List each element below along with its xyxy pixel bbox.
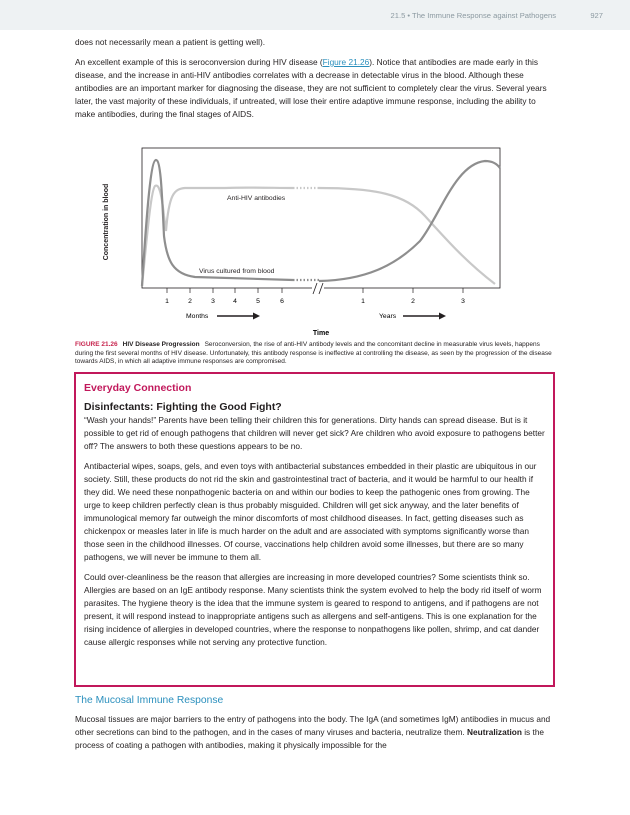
mucosal-text-after: is the process of coating a pathogen with antibodies, making it physically impossible for the xyxy=(75,727,545,750)
years-arrow-head xyxy=(439,313,446,320)
neutralization-term: Neutralization xyxy=(467,727,522,737)
intro-text-after: ). Notice that antibodies are made early in this disease, and the increase in anti-HIV antibodies correlates with a decrease in detectable virus in the blood. Although these antibodies are an important marker for diagnosing the disease, they are not sufficient to completely clear the virus. Several years later, the vast majority of these individuals, if untreated, will lose their entire adaptive immune response, including the ability to make antibodies, during the final stages of AIDS. xyxy=(75,57,547,119)
hiv-progression-graph xyxy=(75,146,555,340)
year-tick-label: 2 xyxy=(411,298,415,305)
caption-text: Seroconversion, the rise of anti-HIV antibody levels and the concomitant decline in measurable virus levels, happens during the first several months of HIV disease. Unfortunately, this antibody response is ineffective at controlling the disease, as seen by the progression of the disease towards AIDS, in which all adaptive immune responses are compromised. xyxy=(75,341,552,366)
intro-text xyxy=(75,36,555,121)
year-tick-label: 3 xyxy=(461,298,465,305)
month-tick-label: 2 xyxy=(188,298,192,305)
time-axis-label: Time xyxy=(312,330,330,337)
box-paragraph-3: Could over-cleanliness be the reason that allergies are increasing in more developed countries? Some scientists think so. Allergies are based on an IgE antibody response. Many scientists think the system evolved to help the body rid itself of worm parasites. The hygiene theory is the idea that the immune system is geared to respond to antigens, and if pathogens are not present, it will respond instead to inappropriate antigens such as allergens and self-antigens. This is one explanation for the rising incidence of allergies in developed countries, where the response to nonpathogens like pollen, shrimp, and cat dander cause allergic responses while not serving any protective function. xyxy=(84,572,542,647)
years-label: Years xyxy=(379,313,397,320)
running-head: 21.5 • The Immune Response against Pathogens xyxy=(390,11,556,20)
virus-label: Virus cultured from blood xyxy=(199,268,275,275)
mucosal-text-before: Mucosal tissues are major barriers to the entry of pathogens into the body. The IgA (and sometimes IgM) antibodies in mucus and other secretions can bind to the pathogen, and in the cases of many viruses and bacteria, neutralize them. xyxy=(75,714,551,737)
antibody-curve-late xyxy=(319,188,495,284)
box-paragraph-2: Antibacterial wipes, soaps, gels, and even toys with antibacterial substances embedded in their plastic are ubiquitous in our society. Still, these products do not rid the skin and gastrointestinal tract of bacteria, and it would be harmful to our health if they did. We need these nonpathogenic bacteria on and within our bodies to keep the pathogenic ones from growing. The urge to keep children perfectly clean is thus probably misguided. Children will get sick anyway, and the later benefits of immunological memory far outweigh the minor discomforts of most childhood diseases. In fact, getting diseases such as chickenpox or measles later in life is much harder on the adult and are associated with symptoms significantly worse than those seen in the childhood illnesses. Of course, vaccinations help children avoid some illnesses, but there are so many pathogens, we will never be immune to them all. xyxy=(84,461,537,562)
antibody-label: Anti-HIV antibodies xyxy=(227,195,286,202)
hiv-figure xyxy=(75,146,555,340)
mucosal-text xyxy=(75,713,555,752)
month-tick-label: 6 xyxy=(280,298,284,305)
intro-line: does not necessarily mean a patient is getting well). xyxy=(75,37,266,47)
page-header xyxy=(0,0,630,30)
month-tick-label: 4 xyxy=(233,298,237,305)
box-paragraph-1: “Wash your hands!” Parents have been telling their children this for generations. Dirty hands can spread disease. But is it possible to get rid of enough pathogens that children will never get sick? Are children who avoid exposure to pathogens better off? The answers to both these questions appears to be no. xyxy=(84,415,545,451)
months-label: Months xyxy=(186,313,209,320)
month-tick-label: 5 xyxy=(256,298,260,305)
section-heading: The Mucosal Immune Response xyxy=(75,695,224,706)
figure-title: HIV Disease Progression xyxy=(122,341,200,348)
month-ticks xyxy=(165,288,284,305)
month-tick-label: 1 xyxy=(165,298,169,305)
figure-caption xyxy=(75,341,555,367)
month-tick-label: 3 xyxy=(211,298,215,305)
box-title: Everyday Connection xyxy=(84,382,192,394)
box-subtitle: Disinfectants: Fighting the Good Fight? xyxy=(84,401,282,413)
figure-link[interactable]: Figure 21.26 xyxy=(322,57,370,67)
everyday-connection-box xyxy=(74,372,555,687)
figure-label: FIGURE 21.26 xyxy=(75,341,118,348)
page-number: 927 xyxy=(590,11,603,20)
plot-frame xyxy=(142,148,500,288)
intro-text-before: An excellent example of this is seroconversion during HIV disease ( xyxy=(75,57,323,67)
virus-curve-late xyxy=(319,161,500,281)
mucosal-paragraph xyxy=(75,713,555,752)
intro-paragraph xyxy=(75,56,555,121)
months-arrow-head xyxy=(253,313,260,320)
y-axis-label: Concentration in blood xyxy=(103,183,110,261)
year-tick-label: 1 xyxy=(361,298,365,305)
year-ticks xyxy=(361,288,465,305)
